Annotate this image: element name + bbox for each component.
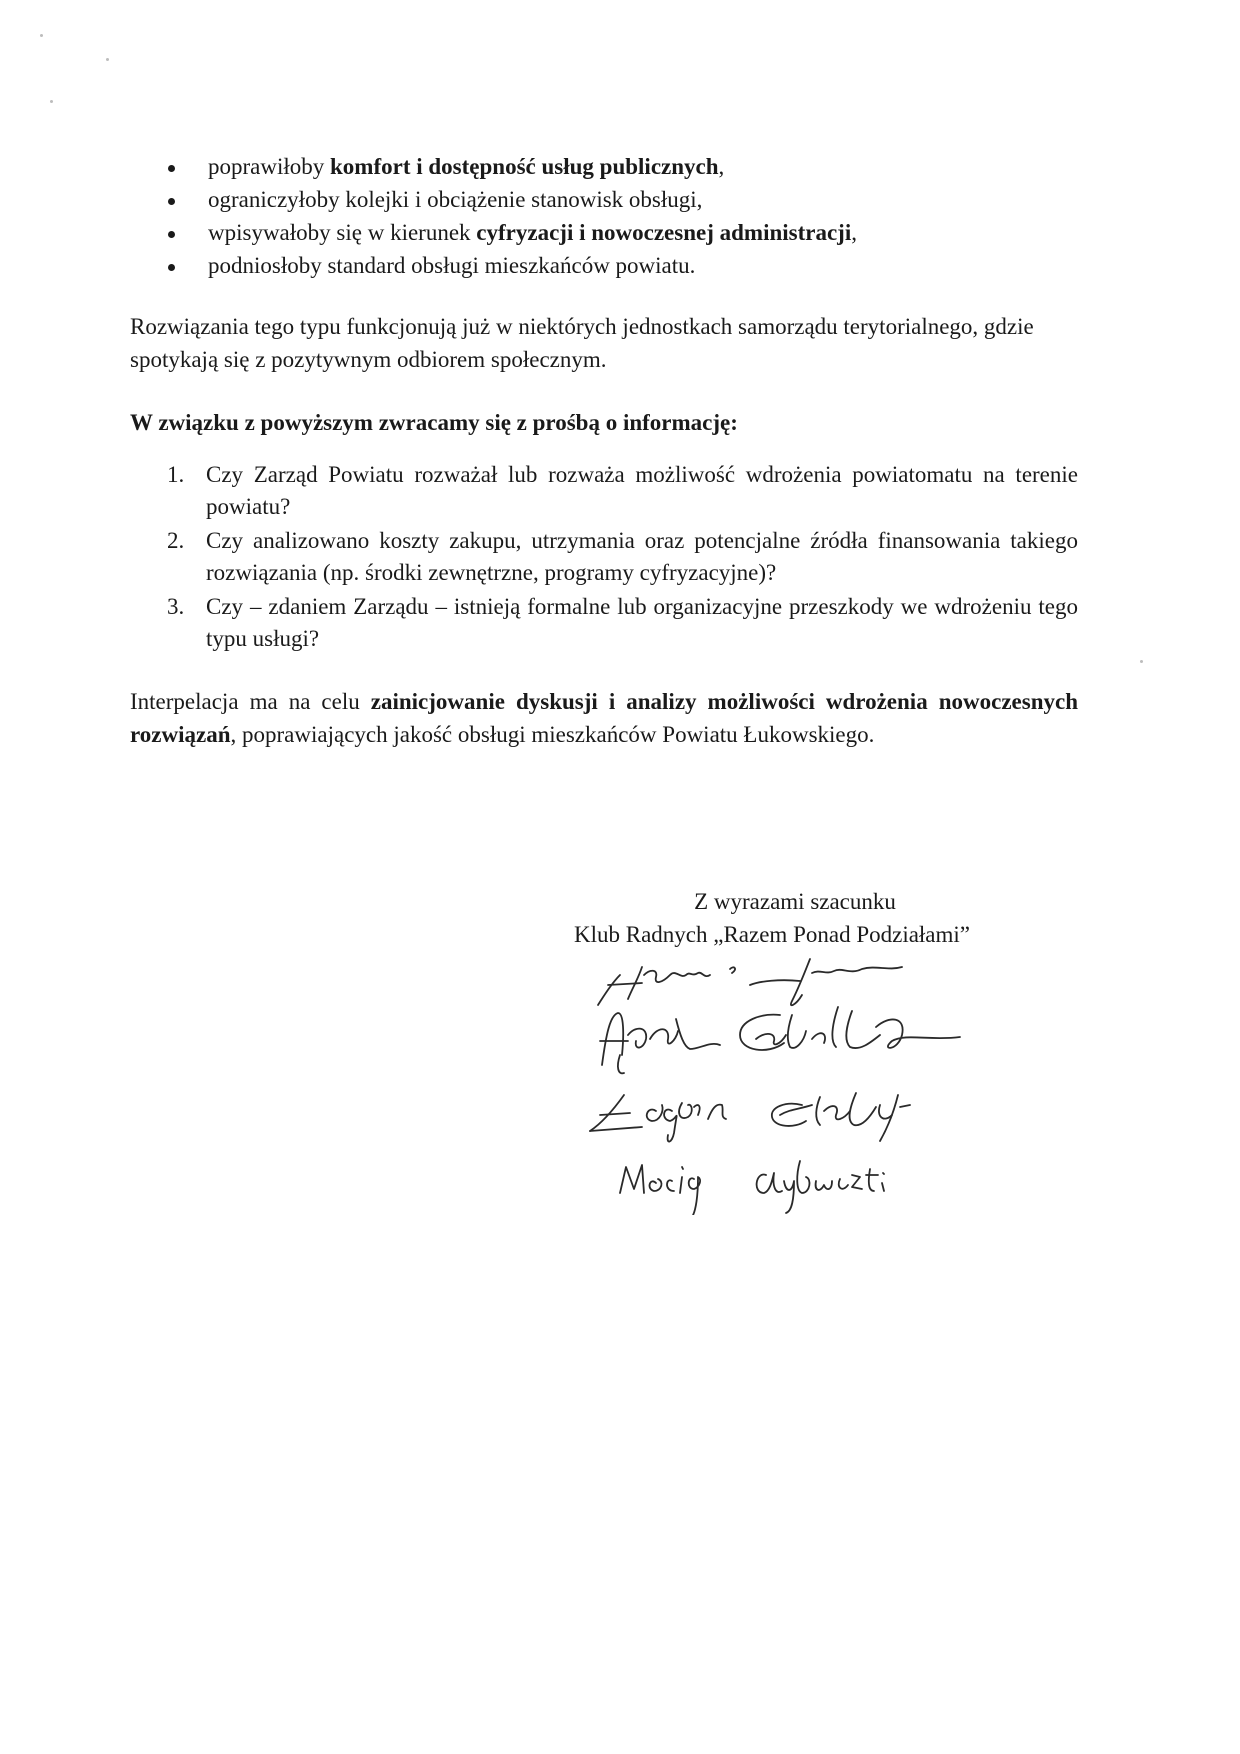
list-item: poprawiłoby komfort i dostępność usług publicznych, bbox=[130, 150, 1078, 183]
question-item bbox=[130, 459, 1078, 523]
closing-block bbox=[570, 885, 1020, 951]
list-item: wpisywałoby się w kierunek cyfryzacji i nowoczesnej administracji, bbox=[130, 216, 1078, 249]
list-item: ograniczyłoby kolejki i obciążenie stanowisk obsługi, bbox=[130, 183, 1078, 216]
solutions-paragraph: Rozwiązania tego typu funkcjonują już w niektórych jednostkach samorządu terytorialnego, gdzie spotykają się z pozytywnym odbiorem społecznym. bbox=[130, 314, 1034, 372]
question-item bbox=[130, 591, 1078, 655]
signature-1 bbox=[598, 959, 902, 1005]
bullet-icon bbox=[168, 165, 175, 172]
closing-signatory: Klub Radnych „Razem Ponad Podziałami” bbox=[574, 922, 971, 947]
bullet-icon bbox=[168, 264, 175, 271]
scan-speck bbox=[40, 34, 43, 37]
scan-speck bbox=[1140, 660, 1143, 663]
questions-list bbox=[130, 459, 1078, 655]
question-text: Czy – zdaniem Zarządu – istnieją formalne lub organizacyjne przeszkody we wdrożeniu tego typu usługi? bbox=[206, 594, 1078, 651]
question-number: 1. bbox=[167, 462, 185, 487]
question-number: 3. bbox=[167, 594, 185, 619]
benefits-list bbox=[130, 150, 1078, 282]
signature-2 bbox=[600, 1007, 960, 1073]
list-item: podniosłoby standard obsługi mieszkańców powiatu. bbox=[130, 249, 1078, 282]
signatures-drawing bbox=[580, 955, 1040, 1215]
handwritten-signatures bbox=[580, 955, 1040, 1215]
interpellation-paragraph: Interpelacja ma na celu zainicjowanie dyskusji i analizy możliwości wdrożenia nowoczesnych rozwiązań, poprawiających jakość obsługi mieszkańców Powiatu Łukowskiego. bbox=[130, 689, 1078, 747]
question-item bbox=[130, 525, 1078, 589]
closing-greeting: Z wyrazami szacunku bbox=[694, 889, 896, 914]
bullet-icon bbox=[168, 198, 175, 205]
document-body bbox=[130, 150, 1078, 751]
scan-speck bbox=[106, 58, 109, 61]
question-text: Czy analizowano koszty zakupu, utrzymania oraz potencjalne źródła finansowania takiego rozwiązania (np. środki zewnętrzne, programy cyfryzacyjne)? bbox=[206, 528, 1078, 585]
bullet-icon bbox=[168, 231, 175, 238]
signature-4 bbox=[620, 1161, 884, 1215]
request-heading: W związku z powyższym zwracamy się z prośbą o informację: bbox=[130, 410, 738, 435]
question-text: Czy Zarząd Powiatu rozważał lub rozważa możliwość wdrożenia powiatomatu na terenie powiatu? bbox=[206, 462, 1078, 519]
signature-3 bbox=[590, 1093, 910, 1142]
scan-speck bbox=[50, 100, 53, 103]
question-number: 2. bbox=[167, 528, 185, 553]
